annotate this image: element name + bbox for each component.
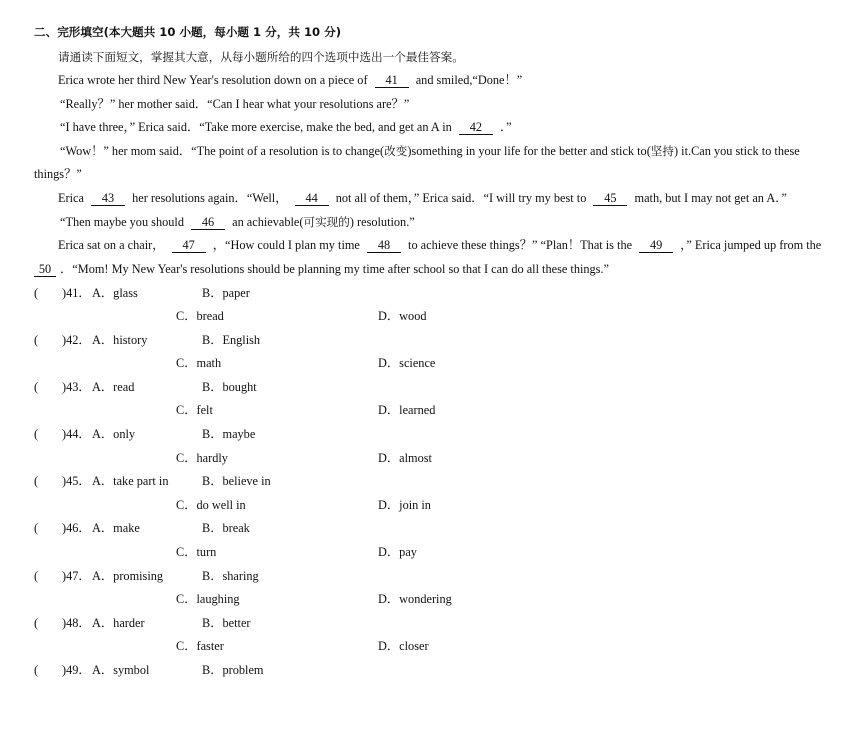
- option-a: A．glass: [92, 286, 138, 300]
- option-b: B．paper: [202, 286, 250, 300]
- option-b: B．sharing: [202, 569, 259, 583]
- option-c: C．bread: [176, 309, 224, 323]
- option-c: C．felt: [176, 403, 213, 417]
- option-b: B．believe in: [202, 474, 271, 488]
- question-46: ( )46．A．make B．break: [34, 521, 250, 535]
- option-b: B．problem: [202, 663, 264, 677]
- option-a: A．make: [92, 521, 140, 535]
- passage-line-2: “Really？” her mother said．“Can I hear what your resolutions are？”: [60, 97, 410, 111]
- option-c: C．laughing: [176, 592, 240, 606]
- passage-line-4: “Wow！” her mom said．“The point of a resolution is to change(改变)something in your life for the better and stick to(坚持) it.Can you stick to these: [60, 144, 800, 158]
- question-41: ( )41．A．glass B．paper: [34, 286, 250, 300]
- option-a: A．take part in: [92, 474, 169, 488]
- option-b: B．English: [202, 333, 261, 347]
- question-42: ( )42．A．history B．English: [34, 333, 261, 347]
- question-48: ( )48．A．harder B．better: [34, 616, 251, 630]
- option-c: C．do well in: [176, 498, 246, 512]
- question-47: ( )47．A．promising B．sharing: [34, 569, 259, 583]
- passage-line-7: Erica sat on a chair， 47 ，“How could I plan my time 48 to achieve these things？” “Plan！That is the 49 ，” Erica jumped up from the: [58, 238, 822, 252]
- option-a: A．harder: [92, 616, 145, 630]
- option-a: A．read: [92, 380, 135, 394]
- option-b: B．maybe: [202, 427, 256, 441]
- option-c: C．turn: [176, 545, 217, 559]
- section-heading: 二、完形填空(本大题共 10 小题，每小题 1 分，共 10 分): [34, 25, 342, 39]
- blank-48: 48: [367, 238, 401, 253]
- option-d: D．wondering: [378, 592, 452, 606]
- blank-42: 42: [459, 120, 493, 135]
- blank-47: 47: [172, 238, 206, 253]
- option-b: B．bought: [202, 380, 257, 394]
- option-c: C．faster: [176, 639, 224, 653]
- question-49: ( )49．A．symbol B．problem: [34, 663, 264, 677]
- passage-line-5: Erica 43 her resolutions again．“Well， 44 not all of them，” Erica said．“I will try my best to 45 math, but I may not get an A．”: [58, 191, 787, 205]
- blank-43: 43: [91, 191, 125, 206]
- option-d: D．join in: [378, 498, 431, 512]
- question-44: ( )44．A．only B．maybe: [34, 427, 256, 441]
- option-d: D．almost: [378, 451, 432, 465]
- blank-49: 49: [639, 238, 673, 253]
- question-43: ( )43．A．read B．bought: [34, 380, 257, 394]
- passage-line-8: 50 ．“Mom! My New Year's resolutions should be planning my time after school so that I can do all these things.”: [34, 261, 609, 277]
- option-d: D．science: [378, 356, 436, 370]
- passage-line-4-cont: things？”: [34, 167, 82, 181]
- option-a: A．only: [92, 427, 136, 441]
- option-a: A．history: [92, 333, 148, 347]
- option-d: D．pay: [378, 545, 417, 559]
- blank-50: 50: [34, 262, 56, 277]
- section-instruction: 请通读下面短文，掌握其大意，从每小题所给的四个选项中选出一个最佳答案。: [58, 50, 464, 64]
- option-c: C．math: [176, 356, 222, 370]
- option-b: B．better: [202, 616, 251, 630]
- option-d: D．learned: [378, 403, 436, 417]
- blank-41: 41: [375, 73, 409, 88]
- option-d: D．wood: [378, 309, 427, 323]
- passage-line-6: “Then maybe you should 46 an achievable(可实现的) resolution.”: [60, 215, 415, 229]
- question-45: ( )45．A．take part in B．believe in: [34, 474, 271, 488]
- blank-45: 45: [593, 191, 627, 206]
- option-c: C．hardly: [176, 451, 228, 465]
- option-d: D．closer: [378, 639, 429, 653]
- blank-44: 44: [295, 191, 329, 206]
- passage-line-3: “I have three，” Erica said．“Take more exercise, make the bed, and get an A in 42 ．”: [60, 120, 512, 134]
- option-a: A．symbol: [92, 663, 150, 677]
- option-a: A．promising: [92, 569, 164, 583]
- blank-46: 46: [191, 215, 225, 230]
- passage-line-1: Erica wrote her third New Year's resolution down on a piece of 41 and smiled,“Done！”: [58, 73, 523, 87]
- option-b: B．break: [202, 521, 250, 535]
